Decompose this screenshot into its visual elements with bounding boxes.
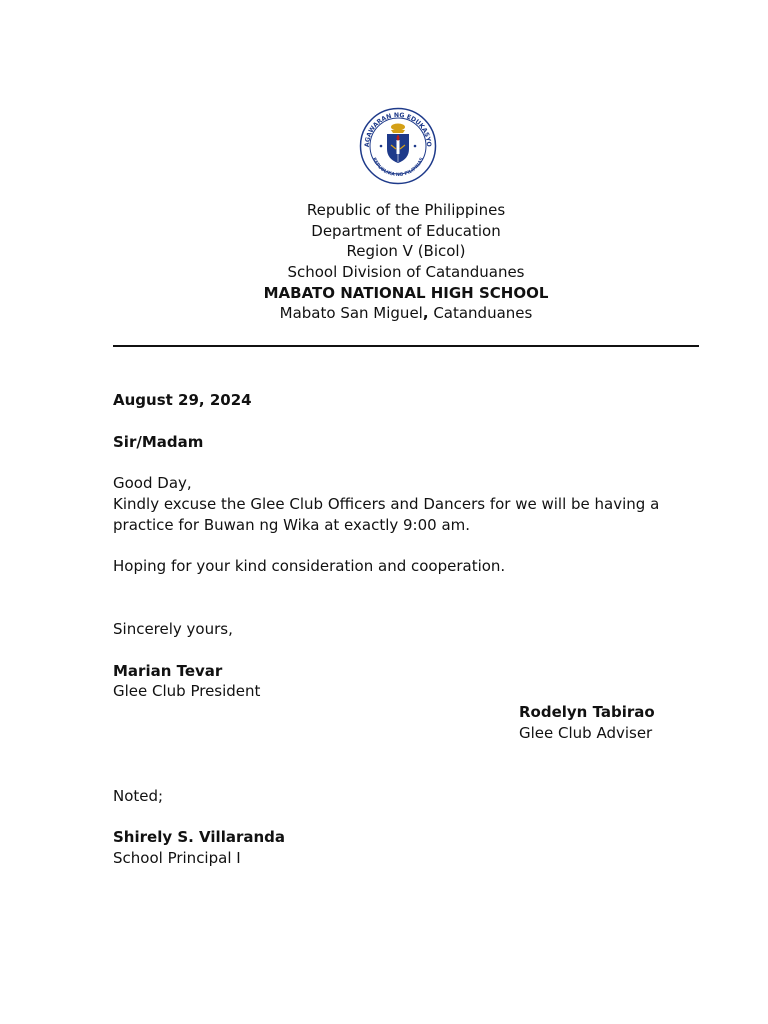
header-region: Region V (Bicol) bbox=[346, 242, 466, 261]
letter-date: August 29, 2024 bbox=[113, 391, 252, 409]
signatory-3-title: School Principal I bbox=[113, 849, 241, 867]
header-country: Republic of the Philippines bbox=[306, 201, 506, 219]
salutation: Sir/Madam bbox=[113, 433, 204, 451]
school-name: MABATO NATIONAL HIGH SCHOOL bbox=[263, 283, 549, 302]
body-line-2: practice for Buwan ng Wika at exactly 9:00 am. bbox=[113, 516, 471, 534]
header-department: Department of Education bbox=[311, 221, 501, 240]
body-line-1: Kindly excuse the Glee Club Officers and Dancers for we will be having a bbox=[113, 495, 660, 513]
address-province: Catanduanes bbox=[428, 304, 533, 323]
greeting: Good Day, bbox=[113, 474, 192, 492]
signatory-1-name: Marian Tevar bbox=[113, 662, 223, 680]
signatory-3-name: Shirely S. Villaranda bbox=[113, 828, 286, 846]
address-comma: , bbox=[422, 304, 429, 323]
deped-seal-logo bbox=[359, 107, 437, 185]
school-address bbox=[100, 303, 712, 324]
address-place: Mabato San Miguel bbox=[279, 304, 423, 323]
signatory-1-title: Glee Club President bbox=[113, 682, 261, 700]
header-division: School Division of Catanduanes bbox=[287, 263, 525, 282]
noted-label: Noted; bbox=[113, 787, 164, 805]
signatory-2-title: Glee Club Adviser bbox=[519, 724, 653, 742]
seal-top-text: AGAWARAN NG EDUKASYO bbox=[363, 111, 433, 148]
seal-icon bbox=[359, 107, 437, 185]
sign-off: Sincerely yours, bbox=[113, 620, 233, 638]
seal-bottom-text: REPUBLIKA NG PILIPINAS bbox=[370, 157, 426, 179]
signatory-2-name: Rodelyn Tabirao bbox=[519, 703, 655, 721]
letterhead bbox=[100, 200, 712, 324]
header-divider bbox=[113, 345, 699, 347]
closing-paragraph: Hoping for your kind consideration and cooperation. bbox=[113, 557, 506, 575]
